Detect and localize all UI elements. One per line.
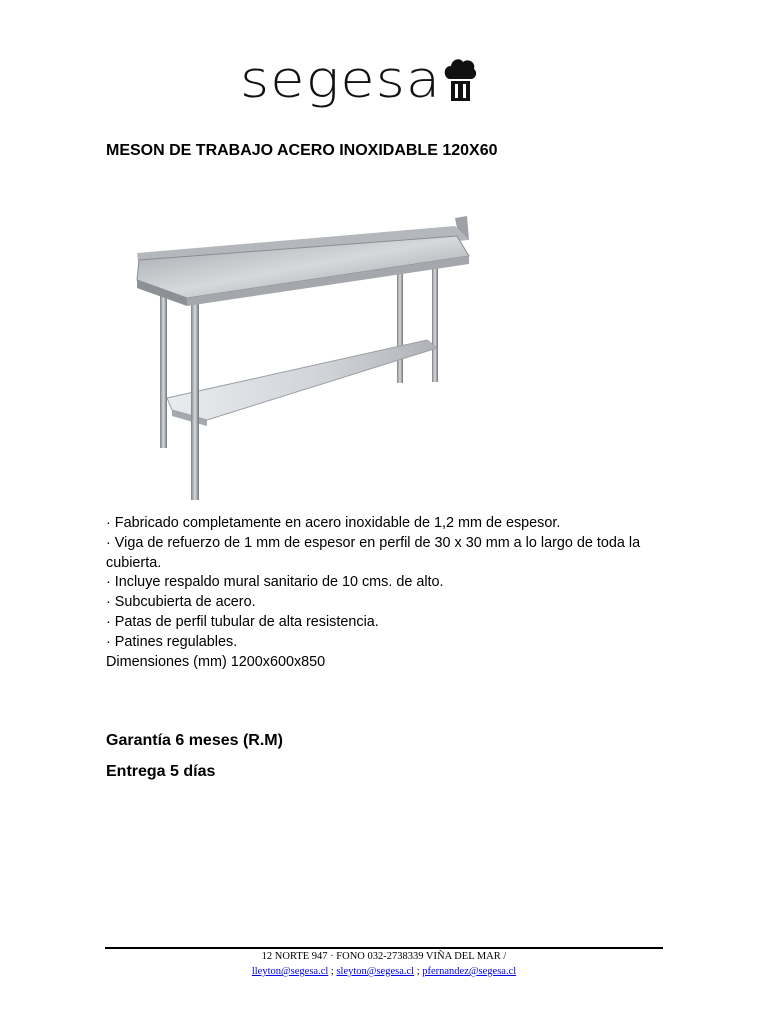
email-link[interactable]: pfernandez@segesa.cl [422, 966, 517, 977]
segesa-logo [240, 52, 530, 110]
delivery-text: Entrega 5 días [106, 763, 216, 780]
description-line: · Patas de perfil tubular de alta resistencia. [106, 613, 379, 630]
email-link[interactable]: sleyton@segesa.cl [336, 966, 415, 977]
product-photo [127, 198, 472, 504]
description-line: · Subcubierta de acero. [106, 594, 256, 611]
email-separator: ; [328, 966, 337, 977]
footer [105, 949, 663, 979]
email-separator: ; [414, 966, 423, 977]
warranty-text: Garantía 6 meses (R.M) [106, 732, 283, 749]
description-line: · Incluye respaldo mural sanitario de 10 cms. de alto. [106, 574, 444, 591]
product-description [106, 514, 666, 672]
product-title: MESON DE TRABAJO ACERO INOXIDABLE 120X60 [106, 142, 498, 159]
description-line: · Viga de refuerzo de 1 mm de espesor en perfil de 30 x 30 mm a lo largo de toda la cubierta. [106, 534, 641, 571]
chef-hat-icon [443, 57, 477, 105]
footer-address: 12 NORTE 947 · FONO 032-2738339 VIÑA DEL MAR / [261, 951, 507, 962]
description-line: · Fabricado completamente en acero inoxidable de 1,2 mm de espesor. [106, 515, 561, 531]
footer-emails [105, 964, 663, 979]
dimensions-line: Dimensiones (mm) 1200x600x850 [106, 653, 326, 670]
email-link[interactable]: lleyton@segesa.cl [251, 966, 329, 977]
description-line: · Patines regulables. [106, 633, 238, 650]
logo-text: segesa [240, 51, 442, 110]
